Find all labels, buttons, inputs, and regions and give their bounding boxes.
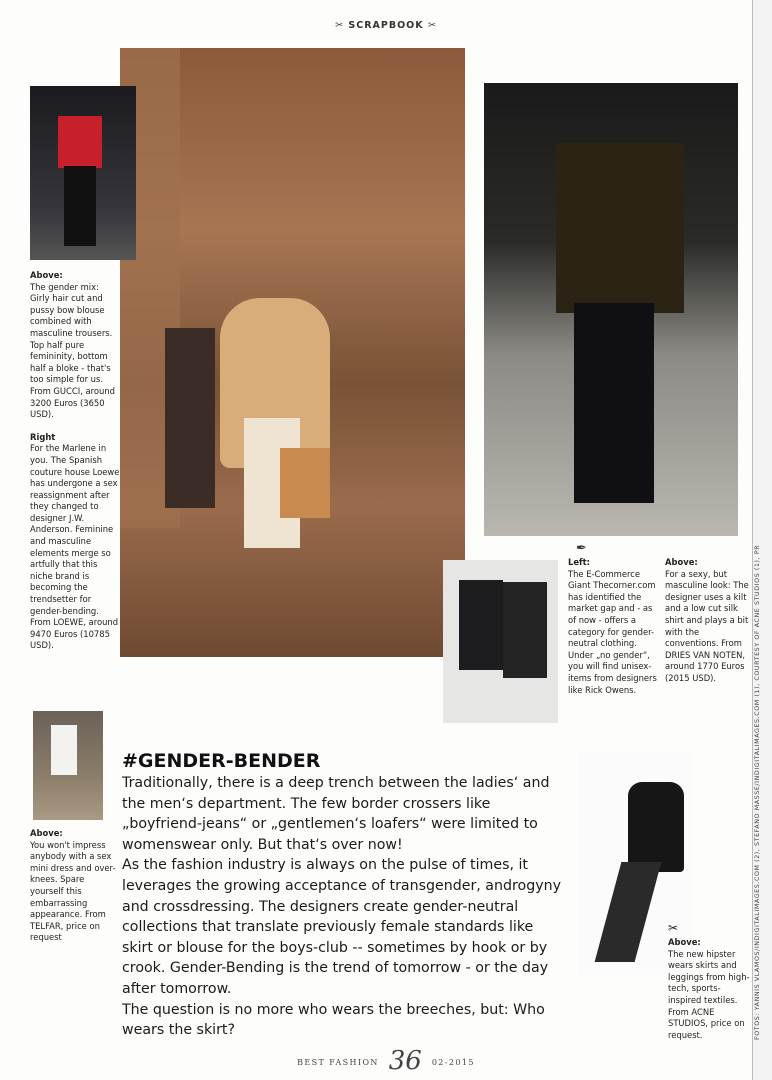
caption-telfar	[30, 828, 120, 944]
scissors-icon: ✂	[668, 921, 679, 935]
caption-title: Right	[30, 431, 56, 442]
caption-text: For a sexy, but masculine look: The designer uses a kilt and a low cut silk shirt and plays a bit with the conventions. From DRIES VAN NOTEN, around 1770 Euros (2015 USD).	[665, 568, 749, 683]
caption-text: For the Marlene in you. The Spanish couture house Loewe has undergone a sex reassignment after they changed to designer J.W. Anderson. Feminine and masculine elements merge so artfully that this niche brand is becoming the trendsetter for gender-bending. From LOEWE, around 9470 Euros (10785 USD).	[30, 443, 120, 651]
caption-thecorner	[568, 557, 660, 696]
photo-telfar-runway	[33, 711, 103, 820]
article-paragraph: Traditionally, there is a deep trench between the ladies‘ and the men‘s department. The few border crossers like „boyfriend-jeans“ or „gentlemen‘s loafers“ were limited to womenswear only. But that‘s over now!	[122, 775, 550, 853]
scissors-icon: ✂	[427, 20, 437, 31]
magazine-name: BEST FASHION	[297, 1058, 379, 1067]
photo-dries-van-noten-runway	[484, 83, 738, 536]
caption-acne	[668, 937, 752, 1041]
scissors-icon: ✂	[335, 20, 345, 31]
caption-title: Above:	[665, 557, 698, 567]
page-number: 36	[388, 1046, 422, 1076]
caption-text: You won't impress anybody with a sex mini dress and over-knees. Spare yourself this embarrassing appearance. From TELFAR, price on request	[30, 839, 116, 943]
photo-credit: FOTOS: YANNIS VLAMOS/INDIGITALIMAGES.COM (2), STEFANO MASSE/INDIGITALIMAGES.COM (1), COURTESY OF ACNE STUDIOS (1), PR	[754, 544, 761, 1040]
caption-title: Above:	[30, 828, 63, 838]
photo-thecorner-unisex	[443, 560, 558, 723]
caption-title: Left:	[568, 557, 591, 567]
article-body	[122, 773, 562, 1041]
article-paragraph: As the fashion industry is always on the pulse of times, it leverages the growing acceptance of transgender, androgyny and crossdressing. The designers create gender-neutral collections that translate previously female standards like skirt or blouse for the boys-club -- sometimes by hook or by crook. Gender-Bending is the trend of tomorrow - or the day after tomorrow.	[122, 857, 561, 997]
article-headline: #GENDER-BENDER	[122, 750, 321, 772]
photo-gucci-runway	[30, 86, 136, 260]
issue-date: 02-2015	[431, 1058, 475, 1067]
caption-text: The new hipster wears skirts and leggings from high-tech, sports-inspired textiles. From ACNE STUDIOS, price on request.	[668, 948, 750, 1040]
caption-dries	[665, 557, 751, 685]
page-footer	[0, 1046, 772, 1076]
caption-gucci	[30, 270, 120, 652]
caption-text: The E-Commerce Giant Thecorner.com has identified the market gap and - as of now - offers a category for gender-neutral clothing. Under „no gender“, you will find unisex-items from designers like Rick Owens.	[568, 568, 657, 695]
pen-icon: ✒	[576, 541, 587, 556]
caption-title: Above:	[30, 270, 63, 280]
photo-loewe-stone-wall	[120, 48, 465, 657]
caption-text: The gender mix: Girly hair cut and pussy bow blouse combined with masculine trousers. Top half pure femininity, bottom half a bloke - that's too simple for us. From GUCCI, around 3200 Euros (3650 USD).	[30, 281, 115, 420]
section-title: SCRAPBOOK	[348, 20, 424, 31]
caption-title: Above:	[668, 937, 701, 947]
article-paragraph: The question is no more who wears the breeches, but: Who wears the skirt?	[122, 1001, 545, 1039]
section-header	[0, 20, 772, 31]
